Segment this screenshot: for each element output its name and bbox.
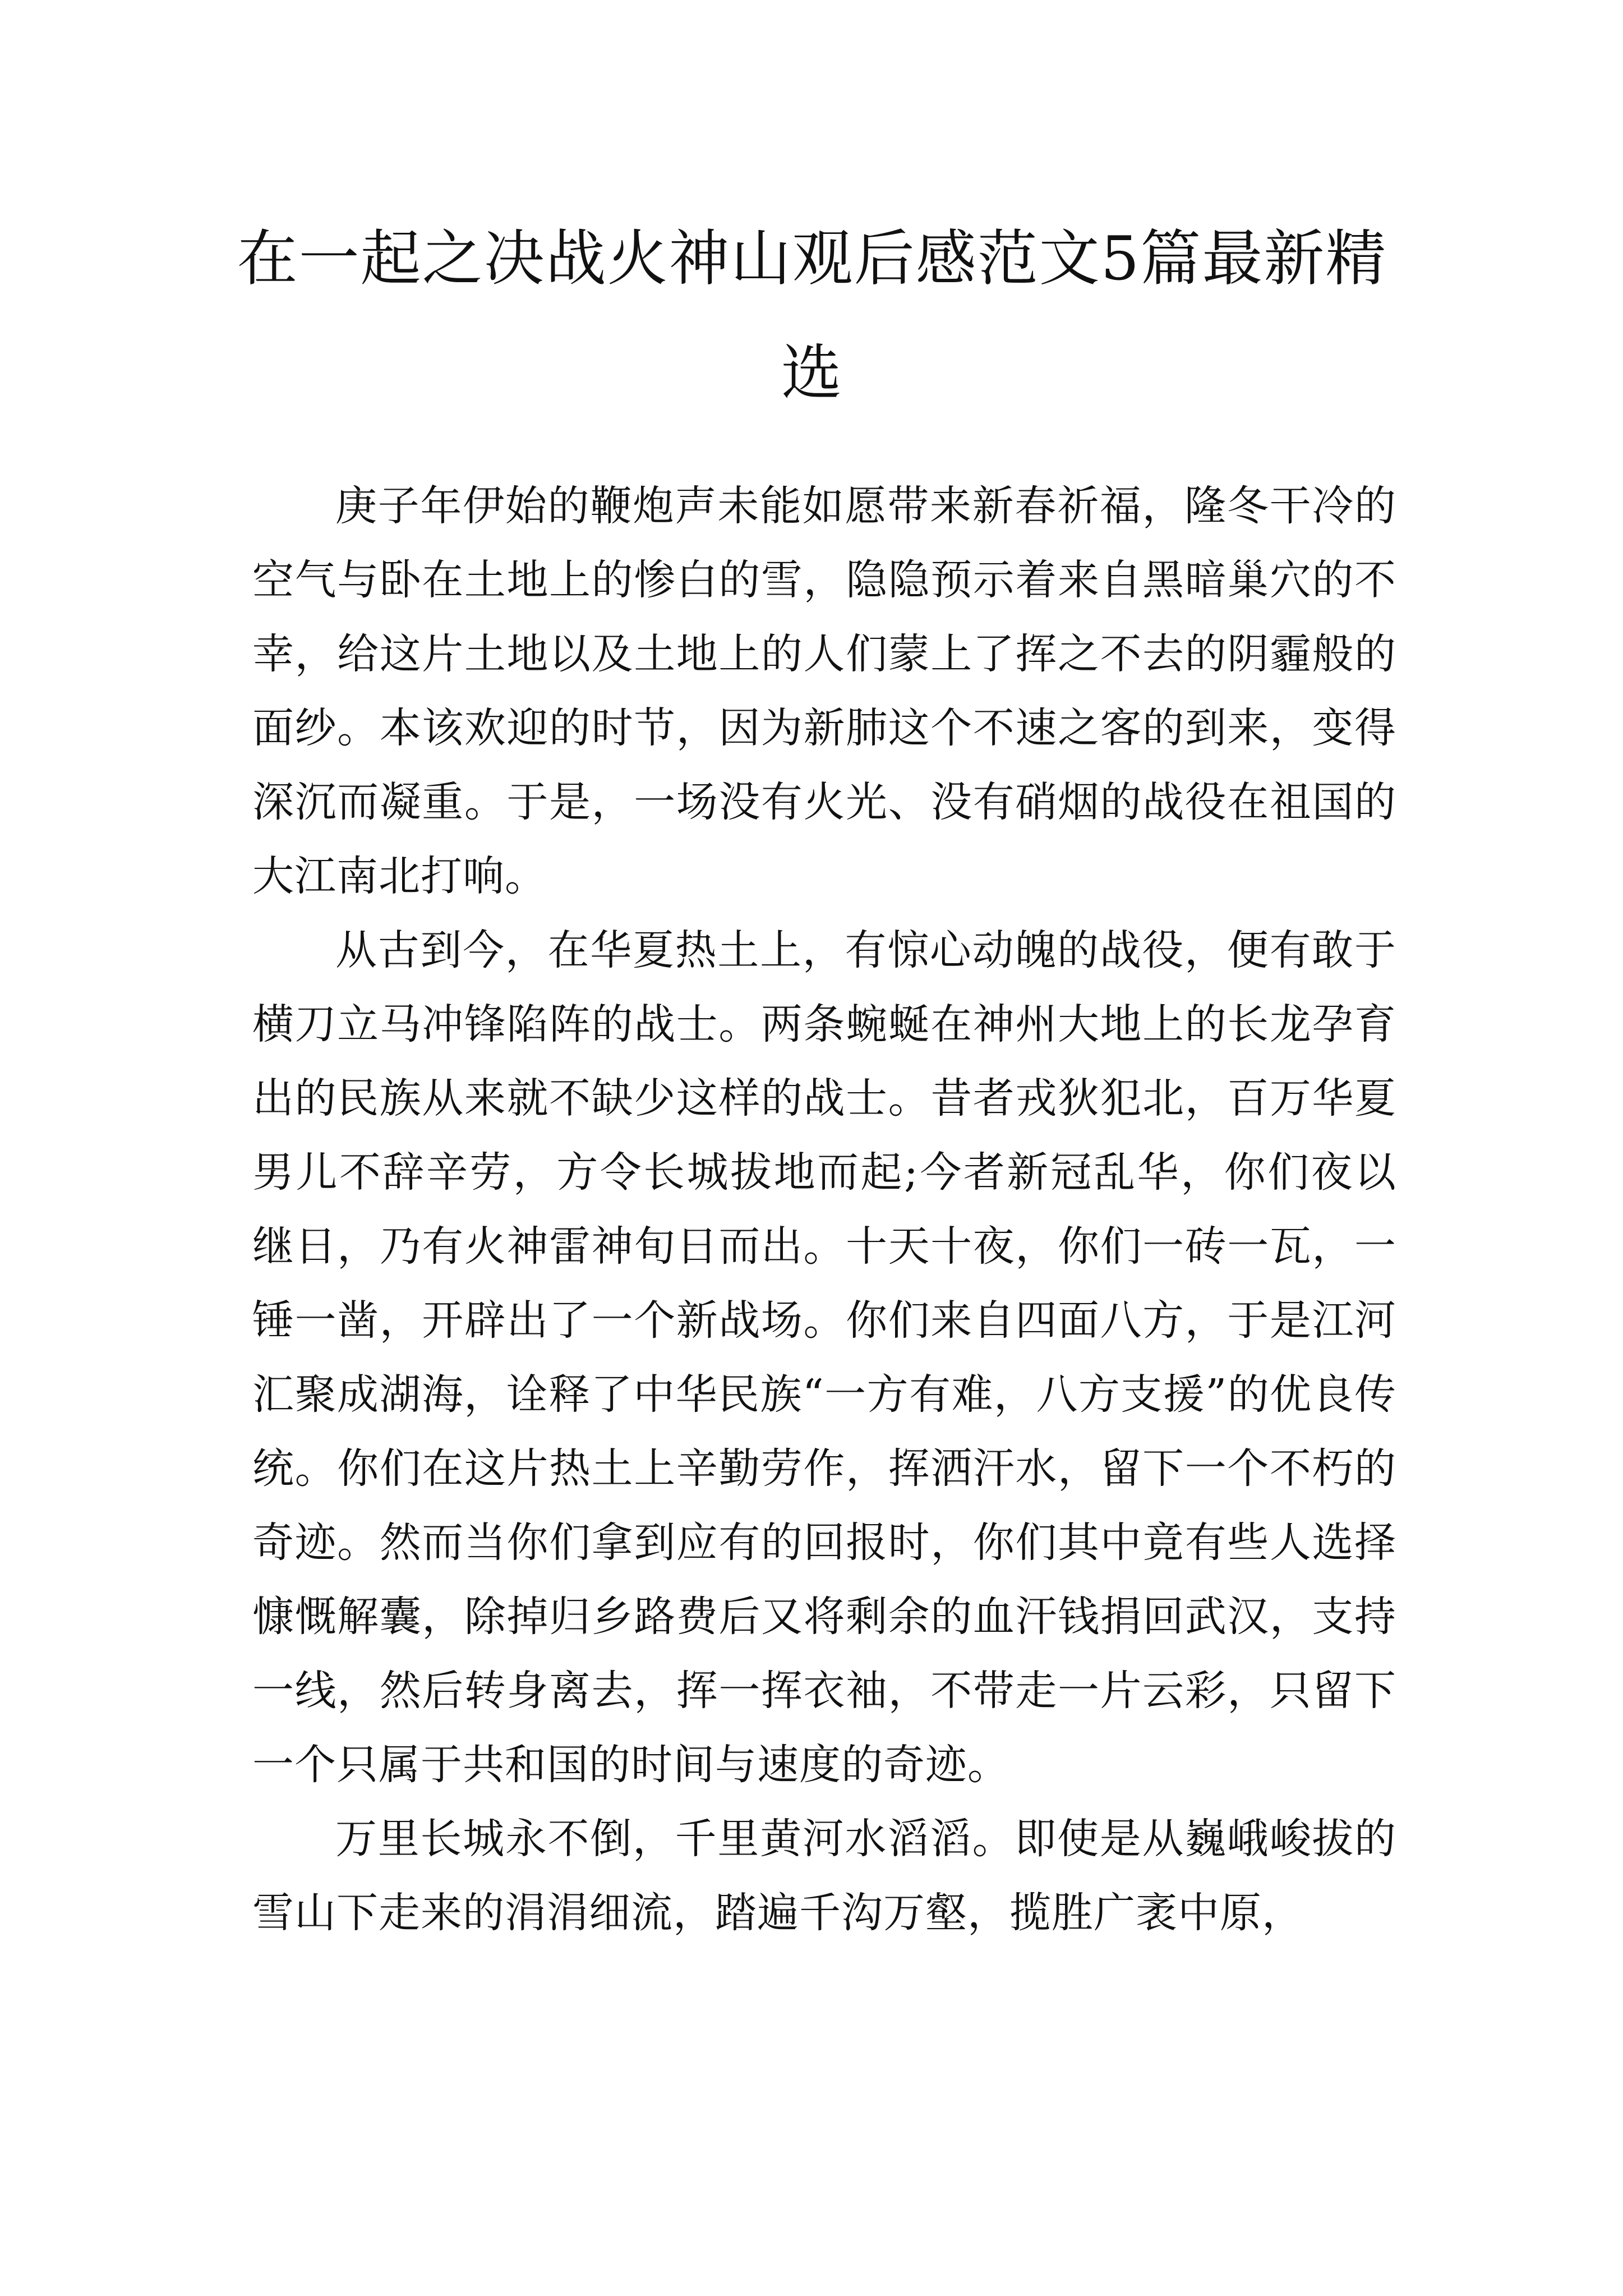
paragraph-3: 万里长城永不倒，千里黄河水滔滔。即使是从巍峨峻拔的雪山下走来的涓涓细流，踏遍千沟万壑，揽胜广袤中原， <box>252 1815 1396 1937</box>
paragraph-2: 从古到今，在华夏热土上，有惊心动魄的战役，便有敢于横刀立马冲锋陷阵的战士。两条蜿蜒在神州大地上的长龙孕育出的民族从来就不缺少这样的战士。昔者戎狄犯北，百万华夏男儿不辞辛劳，方令长城拔地而起;今者新冠乱华，你们夜以继日，乃有火神雷神旬日而出。十天十夜，你们一砖一瓦，一锤一凿，开辟出了一个新战场。你们来自四面八方，于是江河汇聚成湖海，诠释了中华民族“一方有难，八方支援”的优良传统。你们在这片热土上辛勤劳作，挥洒汗水，留下一个不朽的奇迹。然而当你们拿到应有的回报时，你们其中竟有些人选择慷慨解囊，除掉归乡路费后又将剩余的血汗钱捐回武汉，支持一线，然后转身离去，挥一挥衣袖，不带走一片云彩，只留下一个只属于共和国的时间与速度的奇迹。 <box>252 926 1396 1789</box>
document-body <box>252 469 1396 1950</box>
document-title: 在一起之决战火神山观后感范文5篇最新精选 <box>237 224 1387 408</box>
paragraph-1: 庚子年伊始的鞭炮声未能如愿带来新春祈福，隆冬干冷的空气与卧在土地上的惨白的雪，隐隐预示着来自黑暗巢穴的不幸，给这片土地以及土地上的人们蒙上了挥之不去的阴霾般的面纱。本该欢迎的时节，因为新肺这个不速之客的到来，变得深沉而凝重。于是，一场没有火光、没有硝烟的战役在祖国的大江南北打响。 <box>252 482 1396 900</box>
